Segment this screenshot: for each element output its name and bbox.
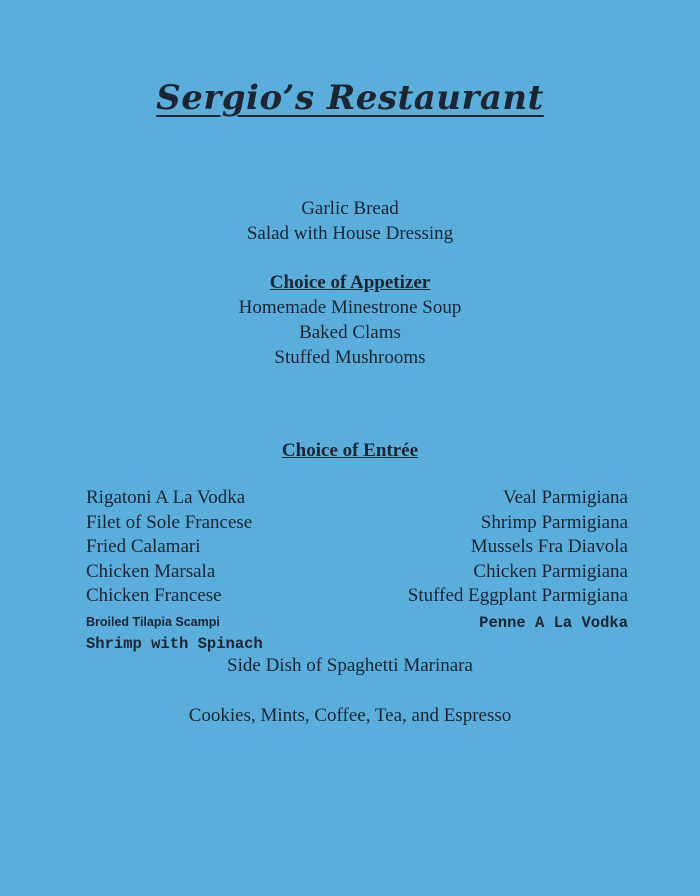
dessert-line: Cookies, Mints, Coffee, Tea, and Espresso <box>188 705 512 726</box>
entree-item: Fried Calamari <box>86 536 201 558</box>
side-dish: Side Dish of Spaghetti Marinara <box>227 655 473 676</box>
entree-item: Rigatoni A La Vodka <box>86 487 246 508</box>
entree-left-column <box>86 486 263 656</box>
appetizer-heading: Choice of Appetizer <box>269 272 431 293</box>
entree-item: Shrimp Parmigiana <box>480 511 628 533</box>
entree-item: Chicken Marsala <box>86 560 216 582</box>
entree-item: Veal Parmigiana <box>502 487 628 508</box>
entree-item: Stuffed Eggplant Parmigiana <box>407 585 628 607</box>
appetizer-item: Stuffed Mushrooms <box>274 347 426 368</box>
appetizer-item: Homemade Minestrone Soup <box>238 297 462 318</box>
entree-item: Chicken Francese <box>86 585 222 607</box>
included-item: Garlic Bread <box>301 198 399 219</box>
included-items <box>0 196 700 246</box>
included-item: Salad with House Dressing <box>246 223 454 244</box>
entree-heading: Choice of Entrée <box>281 440 419 461</box>
entree-item-added: Shrimp with Spinach <box>86 634 263 653</box>
appetizer-section <box>0 270 700 370</box>
entree-heading-block <box>0 438 700 463</box>
entree-item: Chicken Parmigiana <box>473 560 628 582</box>
entree-item: Filet of Sole Francese <box>86 511 253 533</box>
entree-item-added: Broiled Tilapia Scampi <box>86 614 220 629</box>
entree-item-added: Penne A La Vodka <box>479 613 628 632</box>
appetizer-item: Baked Clams <box>299 322 401 343</box>
entree-right-column <box>408 486 628 636</box>
entree-item: Mussels Fra Diavola <box>470 536 628 558</box>
restaurant-title: Sergio’s Restaurant <box>156 78 544 118</box>
